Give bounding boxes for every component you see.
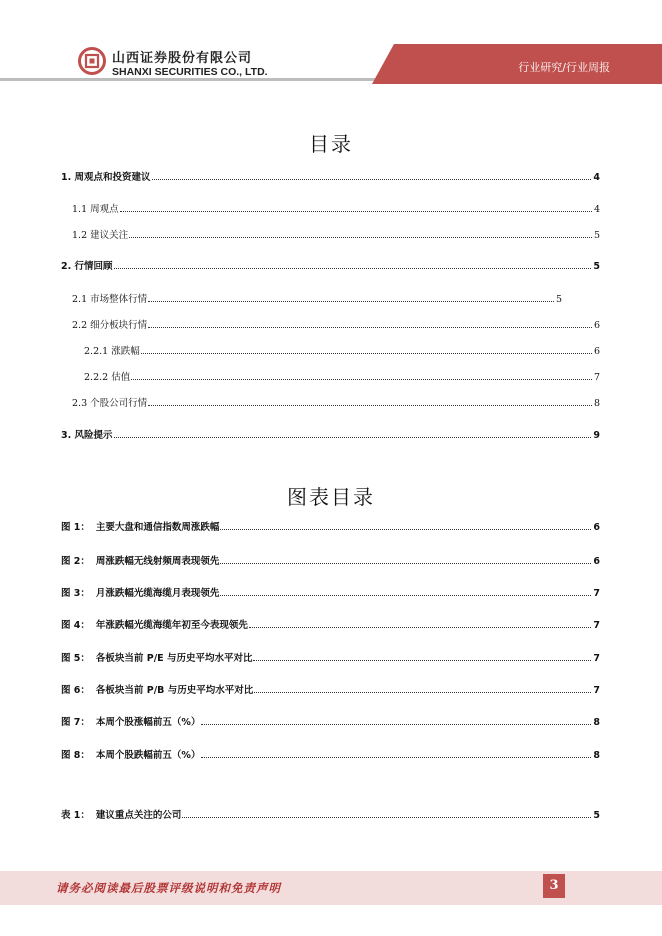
company-name-cn: 山西证券股份有限公司: [112, 51, 253, 66]
figure-entry[interactable]: 图 6： 各板块当前 P/B 与历史平均水平对比 7: [61, 685, 600, 696]
toc-entry[interactable]: 1.1 周观点 4: [72, 204, 600, 215]
header-divider: [0, 78, 380, 81]
figure-entry[interactable]: 图 7： 本周个股涨幅前五（%） 8: [61, 717, 600, 728]
disclaimer-text: 请务必阅读最后股票评级说明和免责声明: [56, 881, 281, 895]
toc-entry[interactable]: 2.1 市场整体行情 5: [72, 294, 562, 305]
figure-entry[interactable]: 图 8： 本周个股跌幅前五（%） 8: [61, 750, 600, 761]
figure-entry[interactable]: 图 1： 主要大盘和通信指数周涨跌幅 6: [61, 522, 600, 533]
toc-entry[interactable]: 2. 行情回顾 5: [61, 261, 600, 272]
page-number: 3: [543, 874, 565, 898]
company-name-en: SHANXI SECURITIES CO., LTD.: [112, 66, 268, 78]
figures-title: 图表目录: [287, 485, 375, 509]
toc-title: 目录: [309, 132, 353, 156]
figure-entry[interactable]: 图 4： 年涨跌幅光缆海缆年初至今表现领先 7: [61, 620, 600, 631]
toc-entry[interactable]: 2.2.2 估值 7: [84, 372, 600, 383]
toc-entry[interactable]: 1.2 建议关注 5: [72, 230, 600, 241]
table-entry[interactable]: 表 1： 建议重点关注的公司 5: [61, 810, 600, 821]
toc-entry[interactable]: 2.3 个股公司行情 8: [72, 398, 600, 409]
toc-entry[interactable]: 1. 周观点和投资建议 4: [61, 172, 600, 183]
header-banner: [372, 44, 662, 84]
figure-entry[interactable]: 图 2： 周涨跌幅无线射频周表现领先 6: [61, 556, 600, 567]
page-header: [0, 0, 662, 92]
toc-entry[interactable]: 2.2 细分板块行情 6: [72, 320, 600, 331]
figure-entry[interactable]: 图 5： 各板块当前 P/E 与历史平均水平对比 7: [61, 653, 600, 664]
toc-entry[interactable]: 3. 风险提示 9: [61, 430, 600, 441]
shanxi-securities-logo-icon: [78, 47, 106, 75]
toc-entry[interactable]: 2.2.1 涨跌幅 6: [84, 346, 600, 357]
figure-entry[interactable]: 图 3： 月涨跌幅光缆海缆月表现领先 7: [61, 588, 600, 599]
report-type-label: 行业研究/行业周报: [518, 61, 610, 74]
